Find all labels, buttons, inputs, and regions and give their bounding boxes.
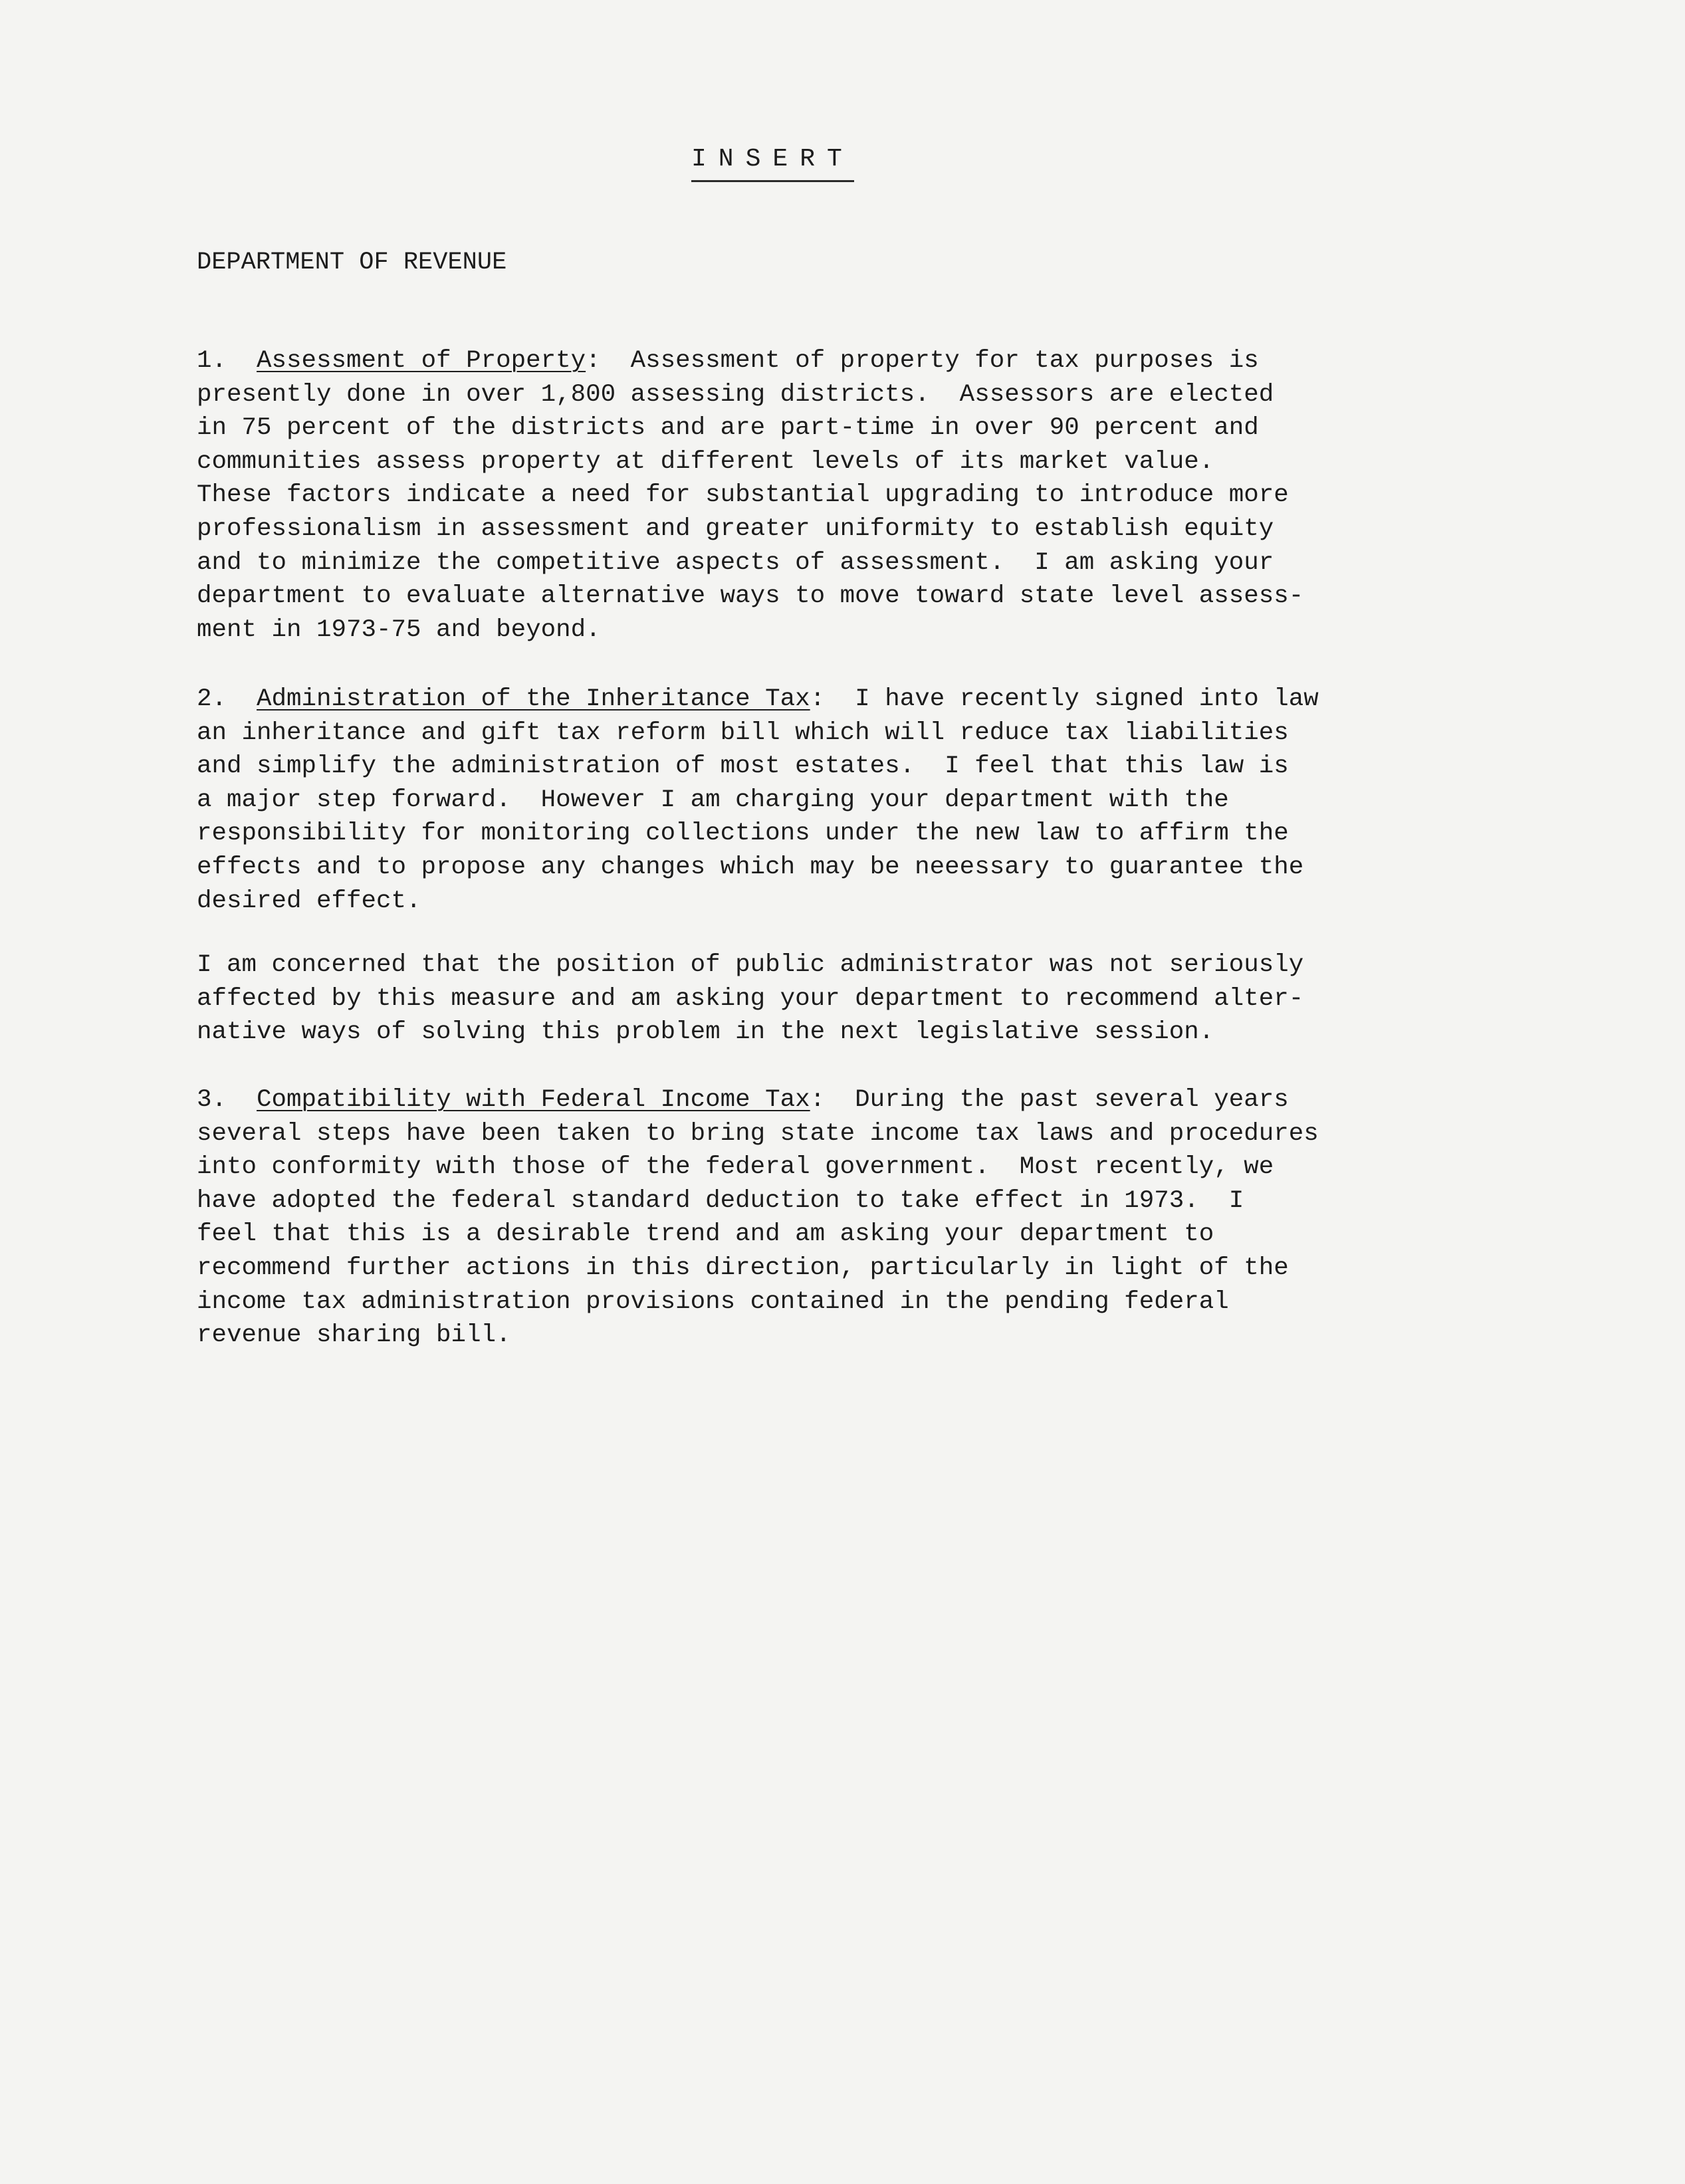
section-line: effects and to propose any changes which may be neeessary to guarantee the	[197, 853, 1304, 881]
section-line: responsibility for monitoring collections under the new law to affirm the	[197, 819, 1289, 848]
section-number: 1.	[197, 347, 227, 375]
section-line: and to minimize the competitive aspects of assessment. I am asking your	[197, 548, 1274, 577]
section-first-line: : During the past several years	[810, 1086, 1289, 1114]
section-line: department to evaluate alternative ways to move toward state level assess-	[197, 582, 1304, 611]
paragraph-line: I am concerned that the position of public administrator was not seriously	[197, 951, 1304, 979]
section-heading: Administration of the Inheritance Tax	[257, 685, 810, 713]
section-line: desired effect.	[197, 887, 421, 915]
section-heading: Assessment of Property	[257, 347, 586, 375]
document-title: INSERT	[691, 143, 854, 182]
section-line: several steps have been taken to bring state income tax laws and procedures	[197, 1119, 1319, 1148]
section-number: 3.	[197, 1086, 227, 1114]
section-line: income tax administration provisions contained in the pending federal	[197, 1287, 1229, 1316]
section-heading: Compatibility with Federal Income Tax	[257, 1086, 810, 1114]
section-first-line: : I have recently signed into law	[810, 685, 1319, 713]
section-line: feel that this is a desirable trend and am asking your department to	[197, 1220, 1214, 1249]
section-first-line: : Assessment of property for tax purposes is	[586, 347, 1259, 375]
section-number: 2.	[197, 685, 227, 713]
paragraph-line: native ways of solving this problem in the next legislative session.	[197, 1018, 1214, 1047]
section-line: have adopted the federal standard deduction to take effect in 1973. I	[197, 1186, 1244, 1215]
section-assessment-of-property	[197, 344, 1460, 647]
section-line: in 75 percent of the districts and are part-time in over 90 percent and	[197, 414, 1259, 443]
section-line: an inheritance and gift tax reform bill which will reduce tax liabilities	[197, 718, 1289, 747]
section-line: and simplify the administration of most estates. I feel that this law is	[197, 752, 1289, 781]
paragraph-line: affected by this measure and am asking your department to recommend alter-	[197, 984, 1304, 1013]
section-line: ment in 1973-75 and beyond.	[197, 615, 601, 644]
section-line: communities assess property at different levels of its market value.	[197, 447, 1214, 476]
section-federal-income-tax	[197, 1083, 1460, 1353]
paragraph-public-administrator	[197, 948, 1460, 1049]
section-line: professionalism in assessment and greater uniformity to establish equity	[197, 514, 1274, 543]
section-line: revenue sharing bill.	[197, 1321, 511, 1350]
section-inheritance-tax	[197, 683, 1460, 918]
department-heading: DEPARTMENT OF REVENUE	[197, 249, 507, 276]
section-line: recommend further actions in this direction, particularly in light of the	[197, 1254, 1289, 1282]
section-line: into conformity with those of the federal government. Most recently, we	[197, 1153, 1274, 1182]
section-line: presently done in over 1,800 assessing districts. Assessors are elected	[197, 380, 1274, 409]
section-line: These factors indicate a need for substantial upgrading to introduce more	[197, 481, 1289, 510]
section-line: a major step forward. However I am charging your department with the	[197, 786, 1229, 814]
